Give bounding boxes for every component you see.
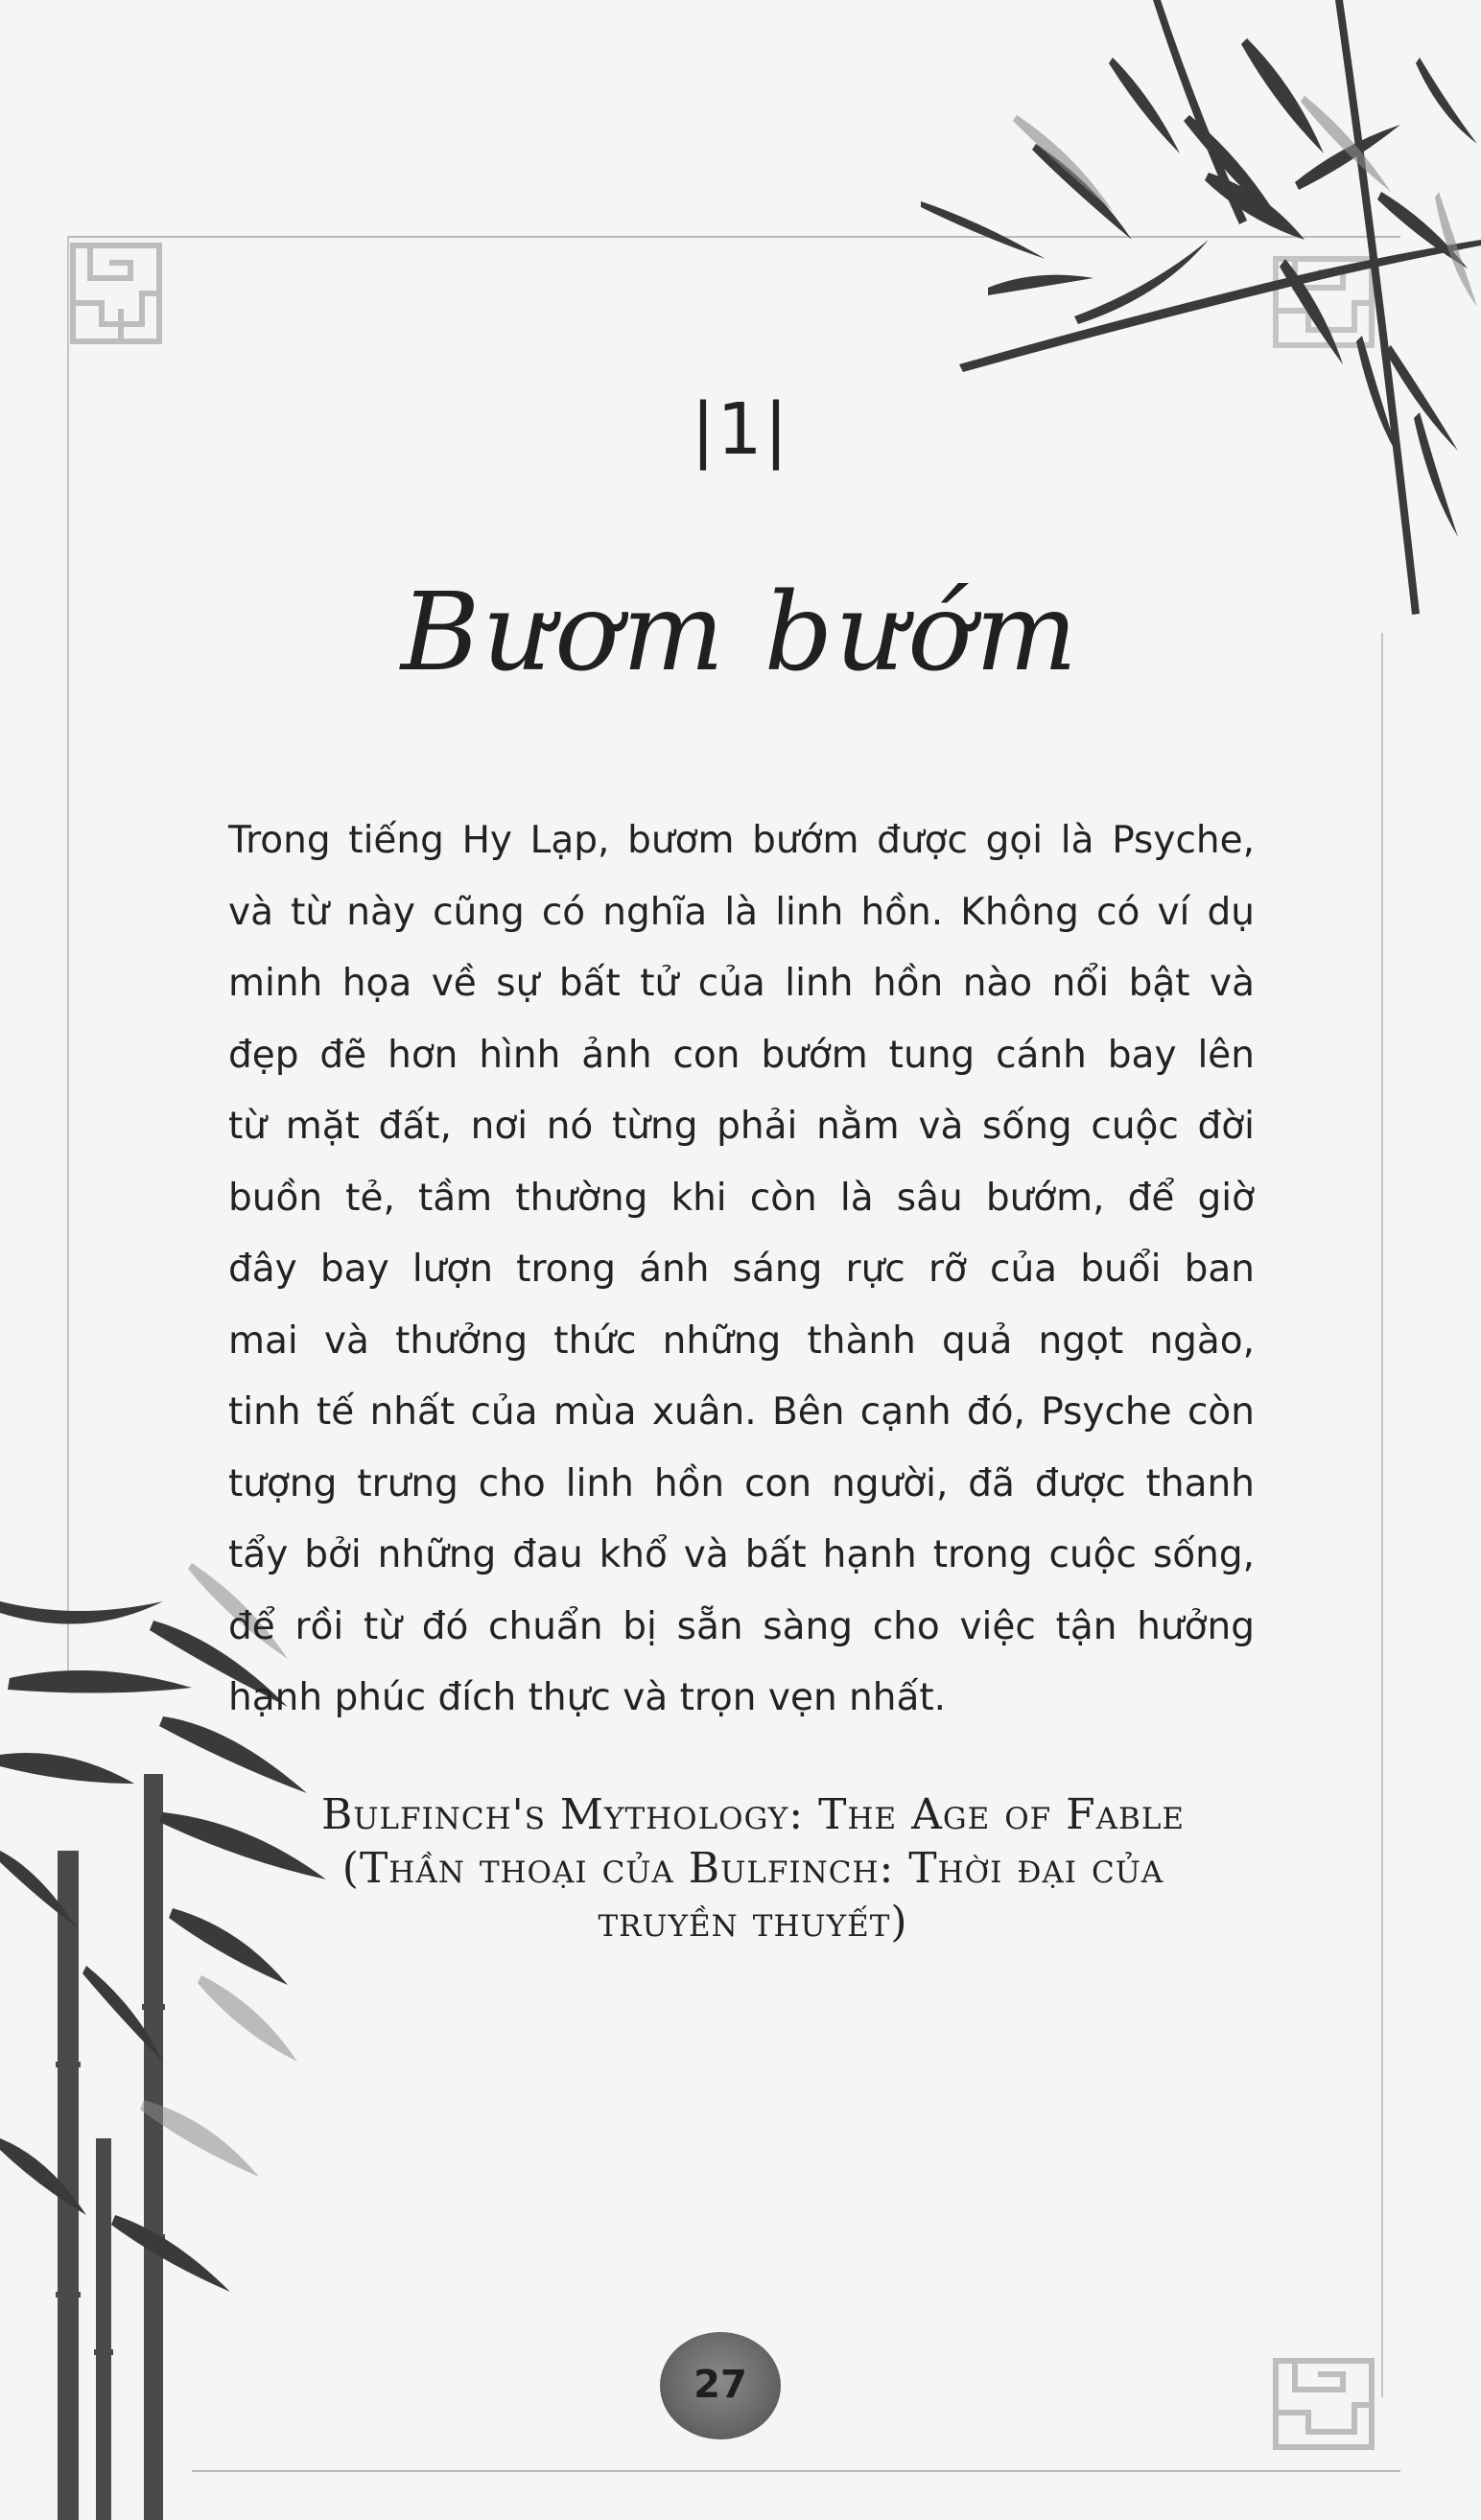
lattice-ornament-top-left — [63, 236, 169, 351]
source-line-2: (Thần thoại của Bulfinch: Thời đại của — [341, 1844, 1164, 1893]
body-line: mai và thưởng thức những thành quả ngọt ngào, — [228, 1318, 1255, 1363]
body-line: minh họa về sự bất tử của linh hồn nào nổi bật và — [228, 962, 1255, 1005]
body-line: đẹp đẽ hơn hình ảnh con bướm tung cánh bay lên — [228, 1033, 1255, 1077]
bamboo-leaves-illustration — [844, 0, 1481, 633]
body-line: và từ này cũng có nghĩa là linh hồn. Không có ví dụ — [228, 890, 1255, 934]
chapter-number: |1| — [691, 388, 790, 471]
frame-line-right — [1381, 633, 1383, 2397]
source-line-1: Bulfinch's Mythology: The Age of Fable — [320, 1790, 1186, 1839]
body-line: tượng trưng cho linh hồn con người, đã được thanh — [228, 1461, 1255, 1505]
body-line: tẩy bởi những đau khổ và bất hạnh trong cuộc sống, — [228, 1533, 1255, 1576]
body-line: buồn tẻ, tầm thường khi còn là sâu bướm, để giờ — [228, 1176, 1255, 1220]
page-number-badge — [660, 2332, 781, 2439]
body-line: từ mặt đất, nơi nó từng phải nằm và sống cuộc đời — [228, 1105, 1255, 1148]
body-line: hạnh phúc đích thực và trọn vẹn nhất. — [228, 1676, 947, 1719]
body-line: tinh tế nhất của mùa xuân. Bên cạnh đó, Psyche còn — [228, 1390, 1255, 1434]
body-paragraph — [228, 805, 1255, 1735]
chapter-title: Bươm bướm — [400, 571, 1081, 695]
body-line: Trong tiếng Hy Lạp, bươm bướm được gọi là Psyche, — [228, 819, 1255, 862]
body-line: để rồi từ đó chuẩn bị sẵn sàng cho việc tận hưởng — [228, 1604, 1255, 1648]
source-line-3: truyền thuyết) — [598, 1898, 908, 1947]
lattice-ornament-bottom-right — [1266, 2351, 1381, 2457]
source-citation — [211, 1788, 1295, 1949]
page-number: 27 — [693, 2363, 747, 2407]
body-line: đây bay lượn trong ánh sáng rực rỡ của buổi ban — [228, 1248, 1255, 1291]
